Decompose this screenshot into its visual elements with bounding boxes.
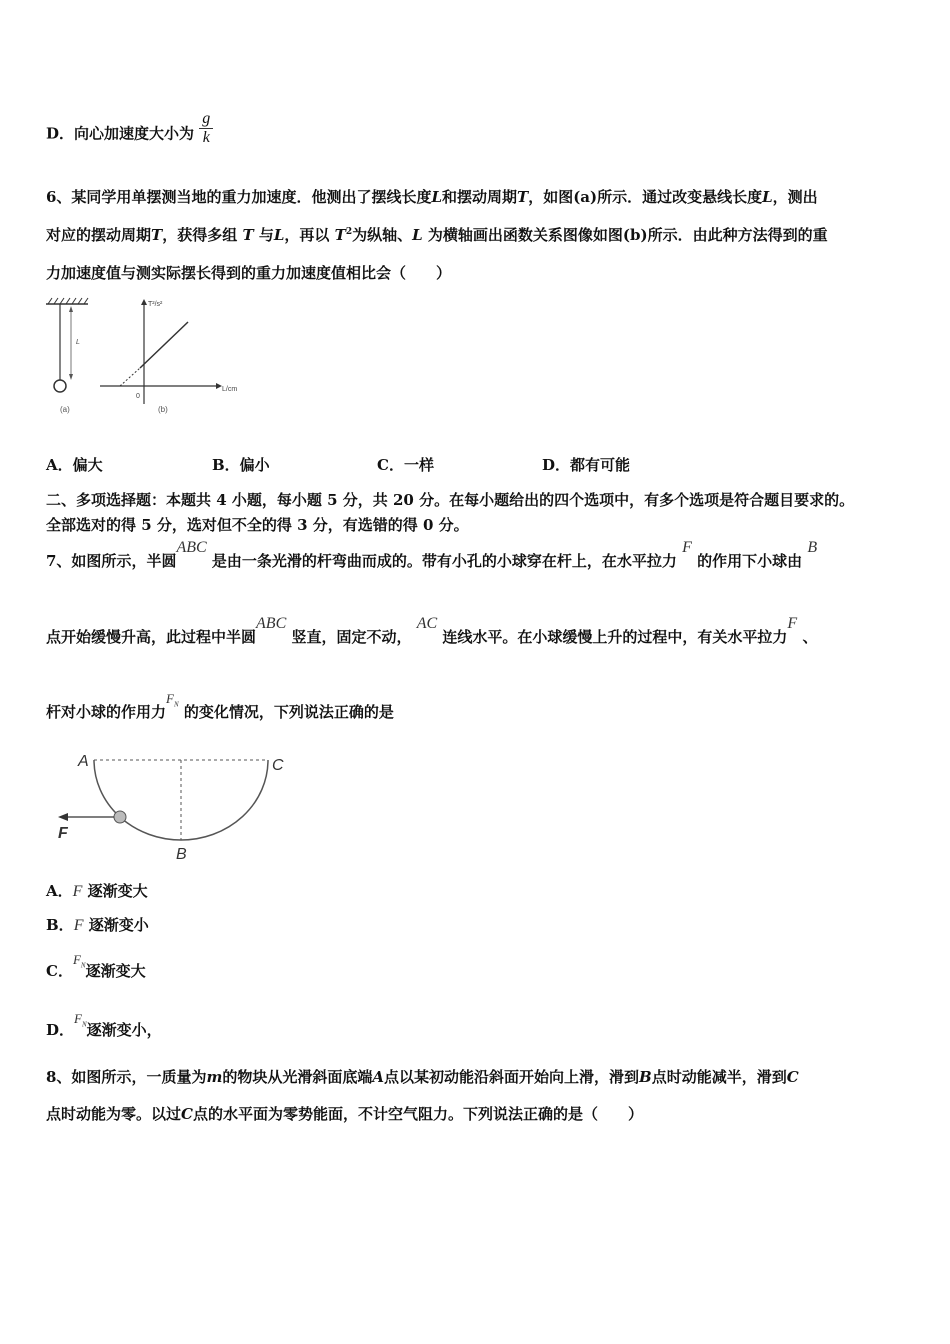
origin-label: 0 [136, 393, 140, 400]
q5-option-d[interactable] [46, 110, 213, 153]
fraction-g-over-k [199, 110, 213, 147]
graph-diagram [100, 299, 237, 414]
option-text: 向心加速度大小为 [74, 124, 195, 143]
q7-option-a[interactable]: A．F 逐渐变大 [46, 882, 148, 900]
q6-option-b[interactable]: B．偏小 [212, 456, 270, 474]
q6-option-c[interactable]: C．一样 [377, 456, 434, 474]
q8-stem-line1: 8、如图所示，一质量为m的物块从光滑斜面底端A点以某初动能沿斜面开始向上滑，滑到B点时动能减半，滑到C [46, 1068, 799, 1086]
q6-figure [40, 292, 260, 422]
q6-stem-line3: 力加速度值与测实际摆长得到的重力加速度值相比会（ ） [46, 264, 452, 282]
option-label: D． [46, 124, 75, 143]
q7-stem-line2: 点开始缓慢升高，此过程中半圆ABC 竖直，固定不动， AC 连线水平。在小球缓慢上升的过程中，有关水平拉力F 、 [46, 615, 818, 646]
q6-option-a[interactable]: A．偏大 [46, 456, 103, 474]
q7-figure [50, 748, 300, 866]
fraction-denominator: k [202, 129, 210, 146]
q6-option-d[interactable]: D．都有可能 [542, 456, 631, 474]
force-F-label: F [58, 825, 68, 842]
fraction-numerator: g [199, 110, 213, 129]
point-B-label: B [176, 846, 187, 863]
caption-a: (a) [60, 405, 70, 414]
point-C-label: C [272, 757, 284, 774]
q8-stem-line2: 点时动能为零。以过C点的水平面为零势能面，不计空气阻力。下列说法正确的是（ ） [46, 1105, 643, 1123]
q7-option-d[interactable]: D．$F_N$逐渐变小， [46, 1011, 162, 1039]
q7-option-c[interactable]: C．$F_N$逐渐变大 [46, 952, 146, 980]
section-2-note: 全部选对的得 5 分，选对但不全的得 3 分，有选错的得 0 分。 [46, 516, 469, 534]
section-2-heading: 二、多项选择题：本题共 4 小题，每小题 5 分，共 20 分。在每小题给出的四个选项中，有多个选项是符合题目要求的。 [46, 491, 855, 509]
y-axis-label: T²/s² [148, 301, 163, 308]
x-axis-label: L/cm [222, 386, 238, 393]
q7-stem-line3: 杆对小球的作用力$F_N$ 的变化情况，下列说法正确的是 [46, 691, 394, 721]
point-A-label: A [78, 753, 89, 770]
q7-option-b[interactable]: B．F 逐渐变小 [46, 916, 149, 934]
q6-stem-line2: 对应的摆动周期T，获得多组 T 与L，再以 $T^2$为纵轴、L 为横轴画出函数关系图像如图(b)所示．由此种方法得到的重 [46, 226, 828, 244]
label-L: L [76, 339, 80, 346]
q6-stem-line1: 6、某同学用单摆测当地的重力加速度．他测出了摆线长度L和摆动周期T，如图(a)所示．通过改变悬线长度L，测出 [46, 188, 818, 206]
pendulum-diagram [46, 298, 88, 414]
caption-b: (b) [158, 405, 168, 414]
q7-stem-line1: 7、如图所示，半圆ABC 是由一条光滑的杆弯曲而成的。带有小孔的小球穿在杆上，在水平拉力 F 的作用下小球由 B [46, 539, 818, 570]
